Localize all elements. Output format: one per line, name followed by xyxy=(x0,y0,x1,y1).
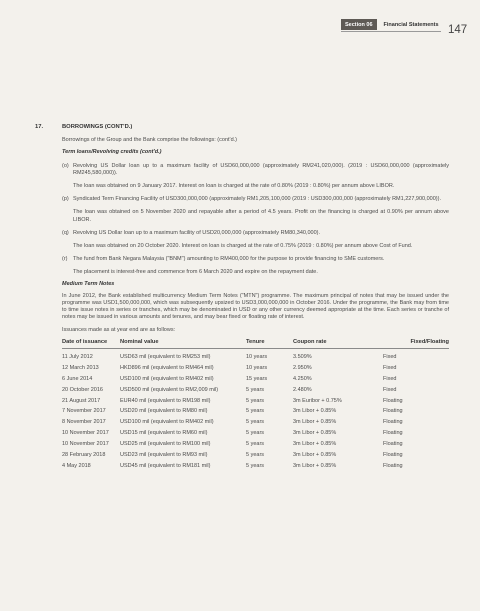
item-paragraph: The fund from Bank Negara Malaysia ("BNM") amounting to RM400,000 for the purpose to provide financing to SME customers. xyxy=(73,256,385,263)
table-cell: 5 years xyxy=(246,386,265,393)
table-cell: 2.950% xyxy=(293,364,312,371)
table-cell: 3m Libor + 0.85% xyxy=(293,408,337,415)
table-cell: 6 June 2014 xyxy=(62,375,93,382)
table-cell: Fixed xyxy=(383,386,397,393)
table-cell: Floating xyxy=(383,441,403,448)
table-cell: 4.250% xyxy=(293,375,312,382)
table-row xyxy=(62,461,449,472)
loan-item-q xyxy=(62,230,449,250)
table-cell: USD100 mil (equivalent to RM402 mil) xyxy=(120,375,214,382)
table-cell: 7 November 2017 xyxy=(62,408,106,415)
table-cell: USD45 mil (equivalent to RM181 mil) xyxy=(120,462,211,469)
table-header-row xyxy=(62,338,449,349)
item-letter: (p) xyxy=(62,196,69,203)
item-paragraph: The loan was obtained on 20 October 2020. Interest on loan is charged at the rate of 0.75% (2019 : 0.80%) per annum above Cost of Fund. xyxy=(73,243,413,250)
table-cell: USD25 mil (equivalent to RM100 mil) xyxy=(120,441,211,448)
note-body xyxy=(62,137,449,472)
table-cell: USD15 mil (equivalent to RM60 mil) xyxy=(120,430,208,437)
column-header: Tenure xyxy=(246,338,293,349)
loan-item-p xyxy=(62,196,449,224)
section-title: Financial Statements xyxy=(383,21,439,28)
item-paragraph: Revolving US Dollar loan up to a maximum facility of USD20,000,000 (approximately RM80,340,000). xyxy=(73,229,321,236)
table-cell: 10 years xyxy=(246,364,268,371)
table-cell: HKD896 mil (equivalent to RM464 mil) xyxy=(120,364,214,371)
item-letter: (q) xyxy=(62,229,69,236)
item-letter: (r) xyxy=(62,256,68,263)
item-paragraph: The loan was obtained on 9 January 2017. Interest on loan is charged at the rate of 0.80% (2019 : 0.80%) per annum above LIBOR. xyxy=(73,183,395,190)
table-cell: 11 July 2012 xyxy=(62,353,93,360)
column-header: Fixed/Floating xyxy=(383,338,449,349)
table-row xyxy=(62,450,449,461)
issuances-intro: Issuances made as at year end are as follows: xyxy=(62,326,176,333)
table-row xyxy=(62,396,449,407)
table-cell: 3m Euribor + 0.75% xyxy=(293,397,342,404)
table-row xyxy=(62,374,449,385)
table-cell: 21 August 2017 xyxy=(62,397,101,404)
term-loans-subheading: Term loans/Revolving credits (cont'd.) xyxy=(62,149,162,156)
mtn-paragraph: In June 2012, the Bank established multicurrency Medium Term Notes ("MTN") programme. The maximum principal of notes that may be issued under the programme was USD1,500,000,000, which was subsequently upsized to USD3,000,000,000 in October 2016. Under the programme, the Bank may from time to time issue notes in series or tranches, which may be denominated in USD or any other currency deemed appropriate at the time. Each series or tranche of notes may be issued in various amounts and tenures, and may bear fixed or floating rate of interest. xyxy=(62,292,449,321)
table-cell: 28 February 2018 xyxy=(62,452,106,459)
table-cell: Floating xyxy=(383,408,403,415)
table-cell: Fixed xyxy=(383,375,397,382)
table-cell: EUR40 mil (equivalent to RM198 mil) xyxy=(120,397,211,404)
item-letter: (o) xyxy=(62,162,69,169)
table-cell: 5 years xyxy=(246,452,265,459)
table-cell: Fixed xyxy=(383,364,397,371)
table-cell: 20 October 2016 xyxy=(62,386,103,393)
note-title: BORROWINGS (CONT'D.) xyxy=(62,124,133,130)
table-cell: 3m Libor + 0.85% xyxy=(293,441,337,448)
table-row xyxy=(62,439,449,450)
item-paragraph: The placement is interest-free and commence from 6 March 2020 and expire on the repayment date. xyxy=(73,269,318,276)
loan-item-r xyxy=(62,256,449,276)
table-cell: 3m Libor + 0.85% xyxy=(293,462,337,469)
header-rule xyxy=(341,31,441,32)
page-header xyxy=(341,19,439,30)
note-content xyxy=(35,124,449,472)
table-cell: Floating xyxy=(383,397,403,404)
table-cell: Floating xyxy=(383,430,403,437)
table-cell: Floating xyxy=(383,419,403,426)
table-cell: 15 years xyxy=(246,375,268,382)
table-cell: 10 November 2017 xyxy=(62,430,109,437)
table-cell: 4 May 2018 xyxy=(62,462,91,469)
table-body xyxy=(62,349,449,472)
table-cell: 5 years xyxy=(246,430,265,437)
page-number: 147 xyxy=(448,24,468,36)
table-row xyxy=(62,428,449,439)
table-cell: 10 November 2017 xyxy=(62,441,109,448)
table-cell: 3m Libor + 0.85% xyxy=(293,419,337,426)
note-heading xyxy=(35,124,449,131)
table-cell: 3.509% xyxy=(293,353,312,360)
table-cell: Fixed xyxy=(383,353,397,360)
table-cell: USD100 mil (equivalent to RM402 mil) xyxy=(120,419,214,426)
table-cell: 5 years xyxy=(246,462,265,469)
loan-item-o xyxy=(62,163,449,191)
item-paragraph: Syndicated Term Financing Facility of USD300,000,000 (approximately RM1,205,100,000 (2019 : USD300,000,000 (approximately RM1,227,900,000)). xyxy=(73,196,441,203)
section-tag: Section 06 xyxy=(341,19,377,30)
table-row xyxy=(62,385,449,396)
column-header: Coupon rate xyxy=(293,338,383,349)
column-header: Date of issuance xyxy=(62,338,120,349)
table-cell: 2.480% xyxy=(293,386,312,393)
table-row xyxy=(62,349,449,364)
table-row xyxy=(62,363,449,374)
item-paragraph: Revolving US Dollar loan up to a maximum facility of USD60,000,000 (approximately RM241,020,000). (2019 : USD60,000,000 (approximately RM245,580,000)). xyxy=(73,162,449,176)
table-row xyxy=(62,418,449,429)
table-row xyxy=(62,407,449,418)
table-cell: USD20 mil (equivalent to RM80 mil) xyxy=(120,408,208,415)
table-cell: USD500 mil (equivalent to RM2,009 mil) xyxy=(120,386,219,393)
table-cell: Floating xyxy=(383,452,403,459)
table-cell: USD63 mil (equivalent to RM253 mil) xyxy=(120,353,211,360)
table-cell: 3m Libor + 0.85% xyxy=(293,430,337,437)
table-cell: 3m Libor + 0.85% xyxy=(293,452,337,459)
issuances-table xyxy=(62,338,449,472)
note-intro: Borrowings of the Group and the Bank comprise the followings: (cont'd.) xyxy=(62,137,238,144)
table-cell: 12 March 2013 xyxy=(62,364,99,371)
item-paragraph: The loan was obtained on 5 November 2020 and repayable after a period of 4.5 years. Profit on the financing is charged at 0.90% per annum above LIBOR. xyxy=(73,209,449,223)
mtn-heading: Medium Term Notes xyxy=(62,280,115,287)
table-cell: 5 years xyxy=(246,408,265,415)
table-cell: 5 years xyxy=(246,419,265,426)
table-cell: 8 November 2017 xyxy=(62,419,106,426)
table-cell: 5 years xyxy=(246,397,265,404)
note-number: 17. xyxy=(35,124,44,130)
column-header: Nominal value xyxy=(120,338,246,349)
table-cell: Floating xyxy=(383,462,403,469)
table-cell: 10 years xyxy=(246,353,268,360)
table-cell: 5 years xyxy=(246,441,265,448)
table-cell: USD23 mil (equivalent to RM93 mil) xyxy=(120,452,208,459)
